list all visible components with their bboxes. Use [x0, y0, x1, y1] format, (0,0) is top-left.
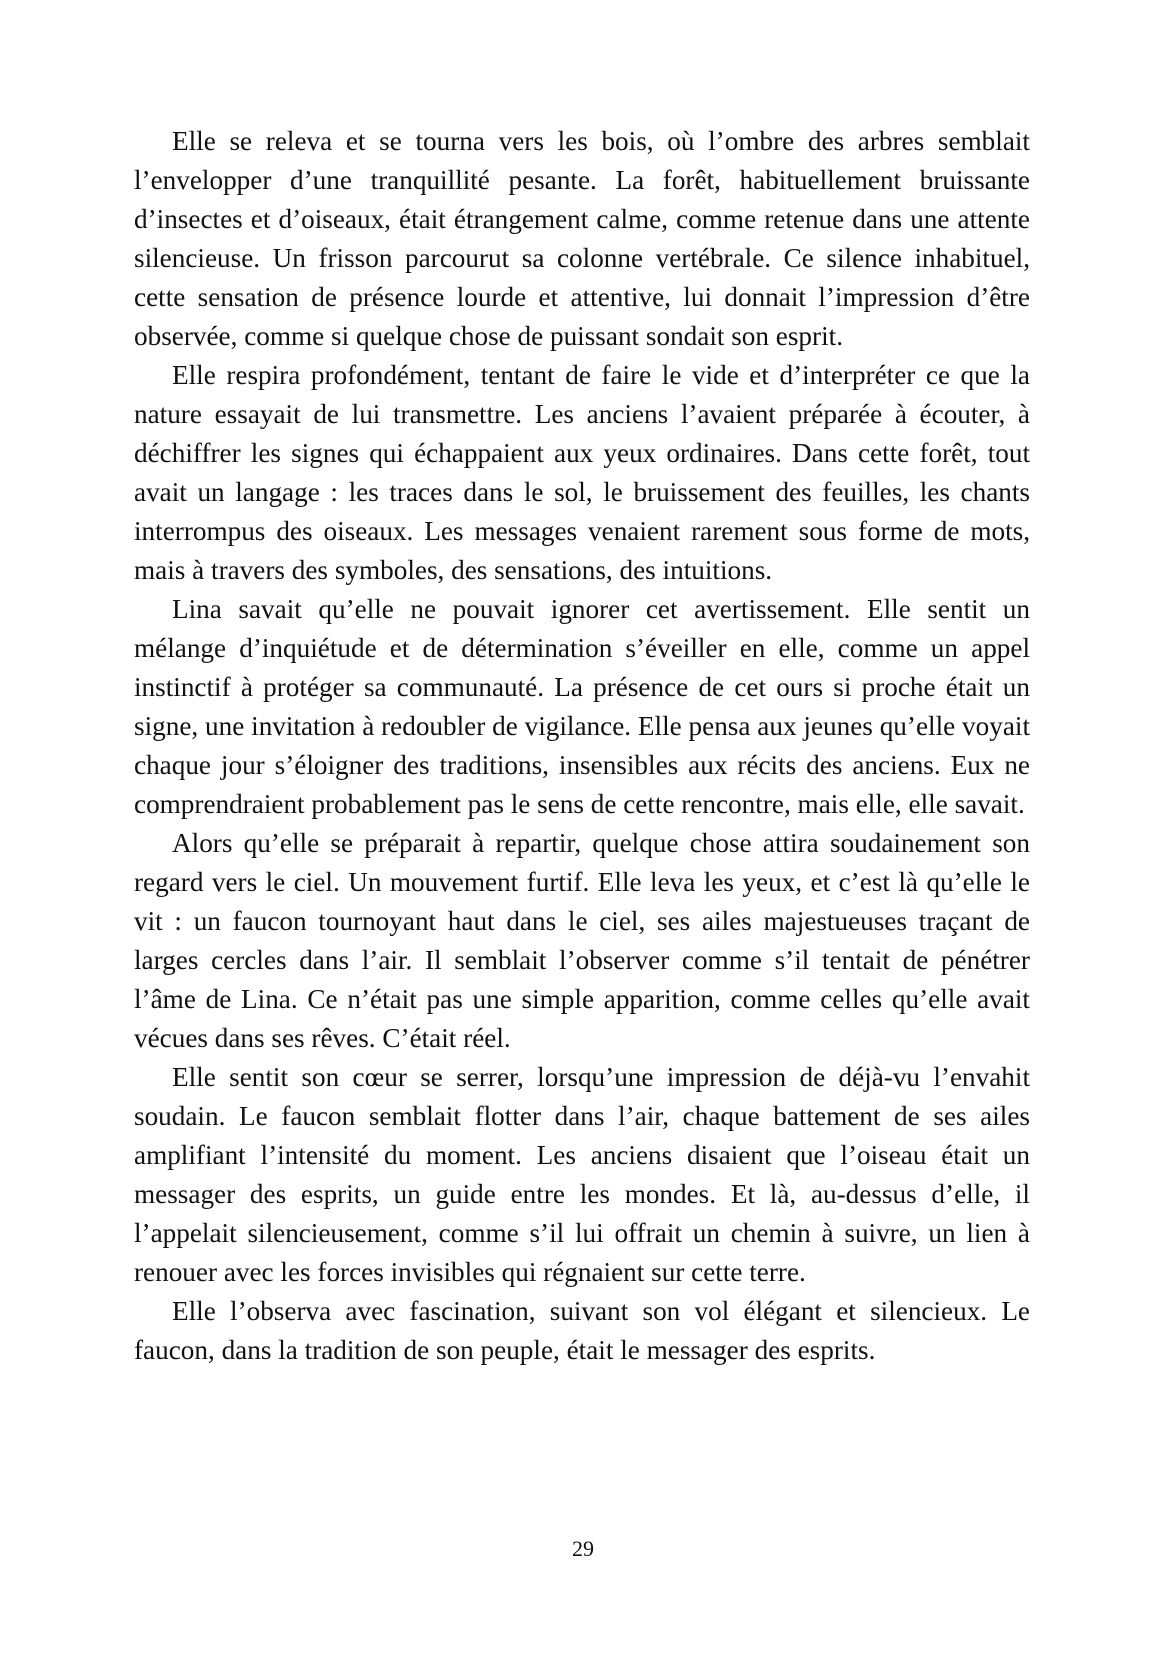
paragraph-6: Elle l’observa avec fascination, suivant son vol élégant et silencieux. Le faucon, dans la tradition de son peuple, était le messager des esprits.	[134, 1296, 1030, 1365]
page-number: 29	[572, 1536, 594, 1561]
paragraph-5: Elle sentit son cœur se serrer, lorsqu’une impression de déjà-vu l’envahit soudain. Le faucon semblait flotter dans l’air, chaque battement de ses ailes amplifiant l’intensité du moment. Les anciens disaient que l’oiseau était un messager des esprits, un guide entre les mondes. Et là, au-dessus d’elle, il l’appelait silencieusement, comme s’il lui offrait un chemin à suivre, un lien à renouer avec les forces invisibles qui régnaient sur cette terre.	[134, 1062, 1030, 1287]
paragraph-2: Elle respira profondément, tentant de faire le vide et d’interpréter ce que la nature essayait de lui transmettre. Les anciens l’avaient préparée à écouter, à déchiffrer les signes qui échappaient aux yeux ordinaires. Dans cette forêt, tout avait un langage : les traces dans le sol, le bruissement des feuilles, les chants interrompus des oiseaux. Les messages venaient rarement sous forme de mots, mais à travers des symboles, des sensations, des intuitions.	[134, 360, 1030, 585]
page-body-text	[134, 122, 1030, 1370]
paragraph-1: Elle se releva et se tourna vers les bois, où l’ombre des arbres semblait l’envelopper d’une tranquillité pesante. La forêt, habituellement bruissante d’insectes et d’oiseaux, était étrangement calme, comme retenue dans une attente silencieuse. Un frisson parcourut sa colonne vertébrale. Ce silence inhabituel, cette sensation de présence lourde et attentive, lui donnait l’impression d’être observée, comme si quelque chose de puissant sondait son esprit.	[134, 126, 1030, 351]
paragraph-3: Lina savait qu’elle ne pouvait ignorer cet avertissement. Elle sentit un mélange d’inquiétude et de détermination s’éveiller en elle, comme un appel instinctif à protéger sa communauté. La présence de cet ours si proche était un signe, une invitation à redoubler de vigilance. Elle pensa aux jeunes qu’elle voyait chaque jour s’éloigner des traditions, insensibles aux récits des anciens. Eux ne comprendraient probablement pas le sens de cette rencontre, mais elle, elle savait.	[134, 594, 1030, 819]
paragraph-4: Alors qu’elle se préparait à repartir, quelque chose attira soudainement son regard vers le ciel. Un mouvement furtif. Elle leva les yeux, et c’est là qu’elle le vit : un faucon tournoyant haut dans le ciel, ses ailes majestueuses traçant de larges cercles dans l’air. Il semblait l’observer comme s’il tentait de pénétrer l’âme de Lina. Ce n’était pas une simple apparition, comme celles qu’elle avait vécues dans ses rêves. C’était réel.	[134, 828, 1030, 1053]
